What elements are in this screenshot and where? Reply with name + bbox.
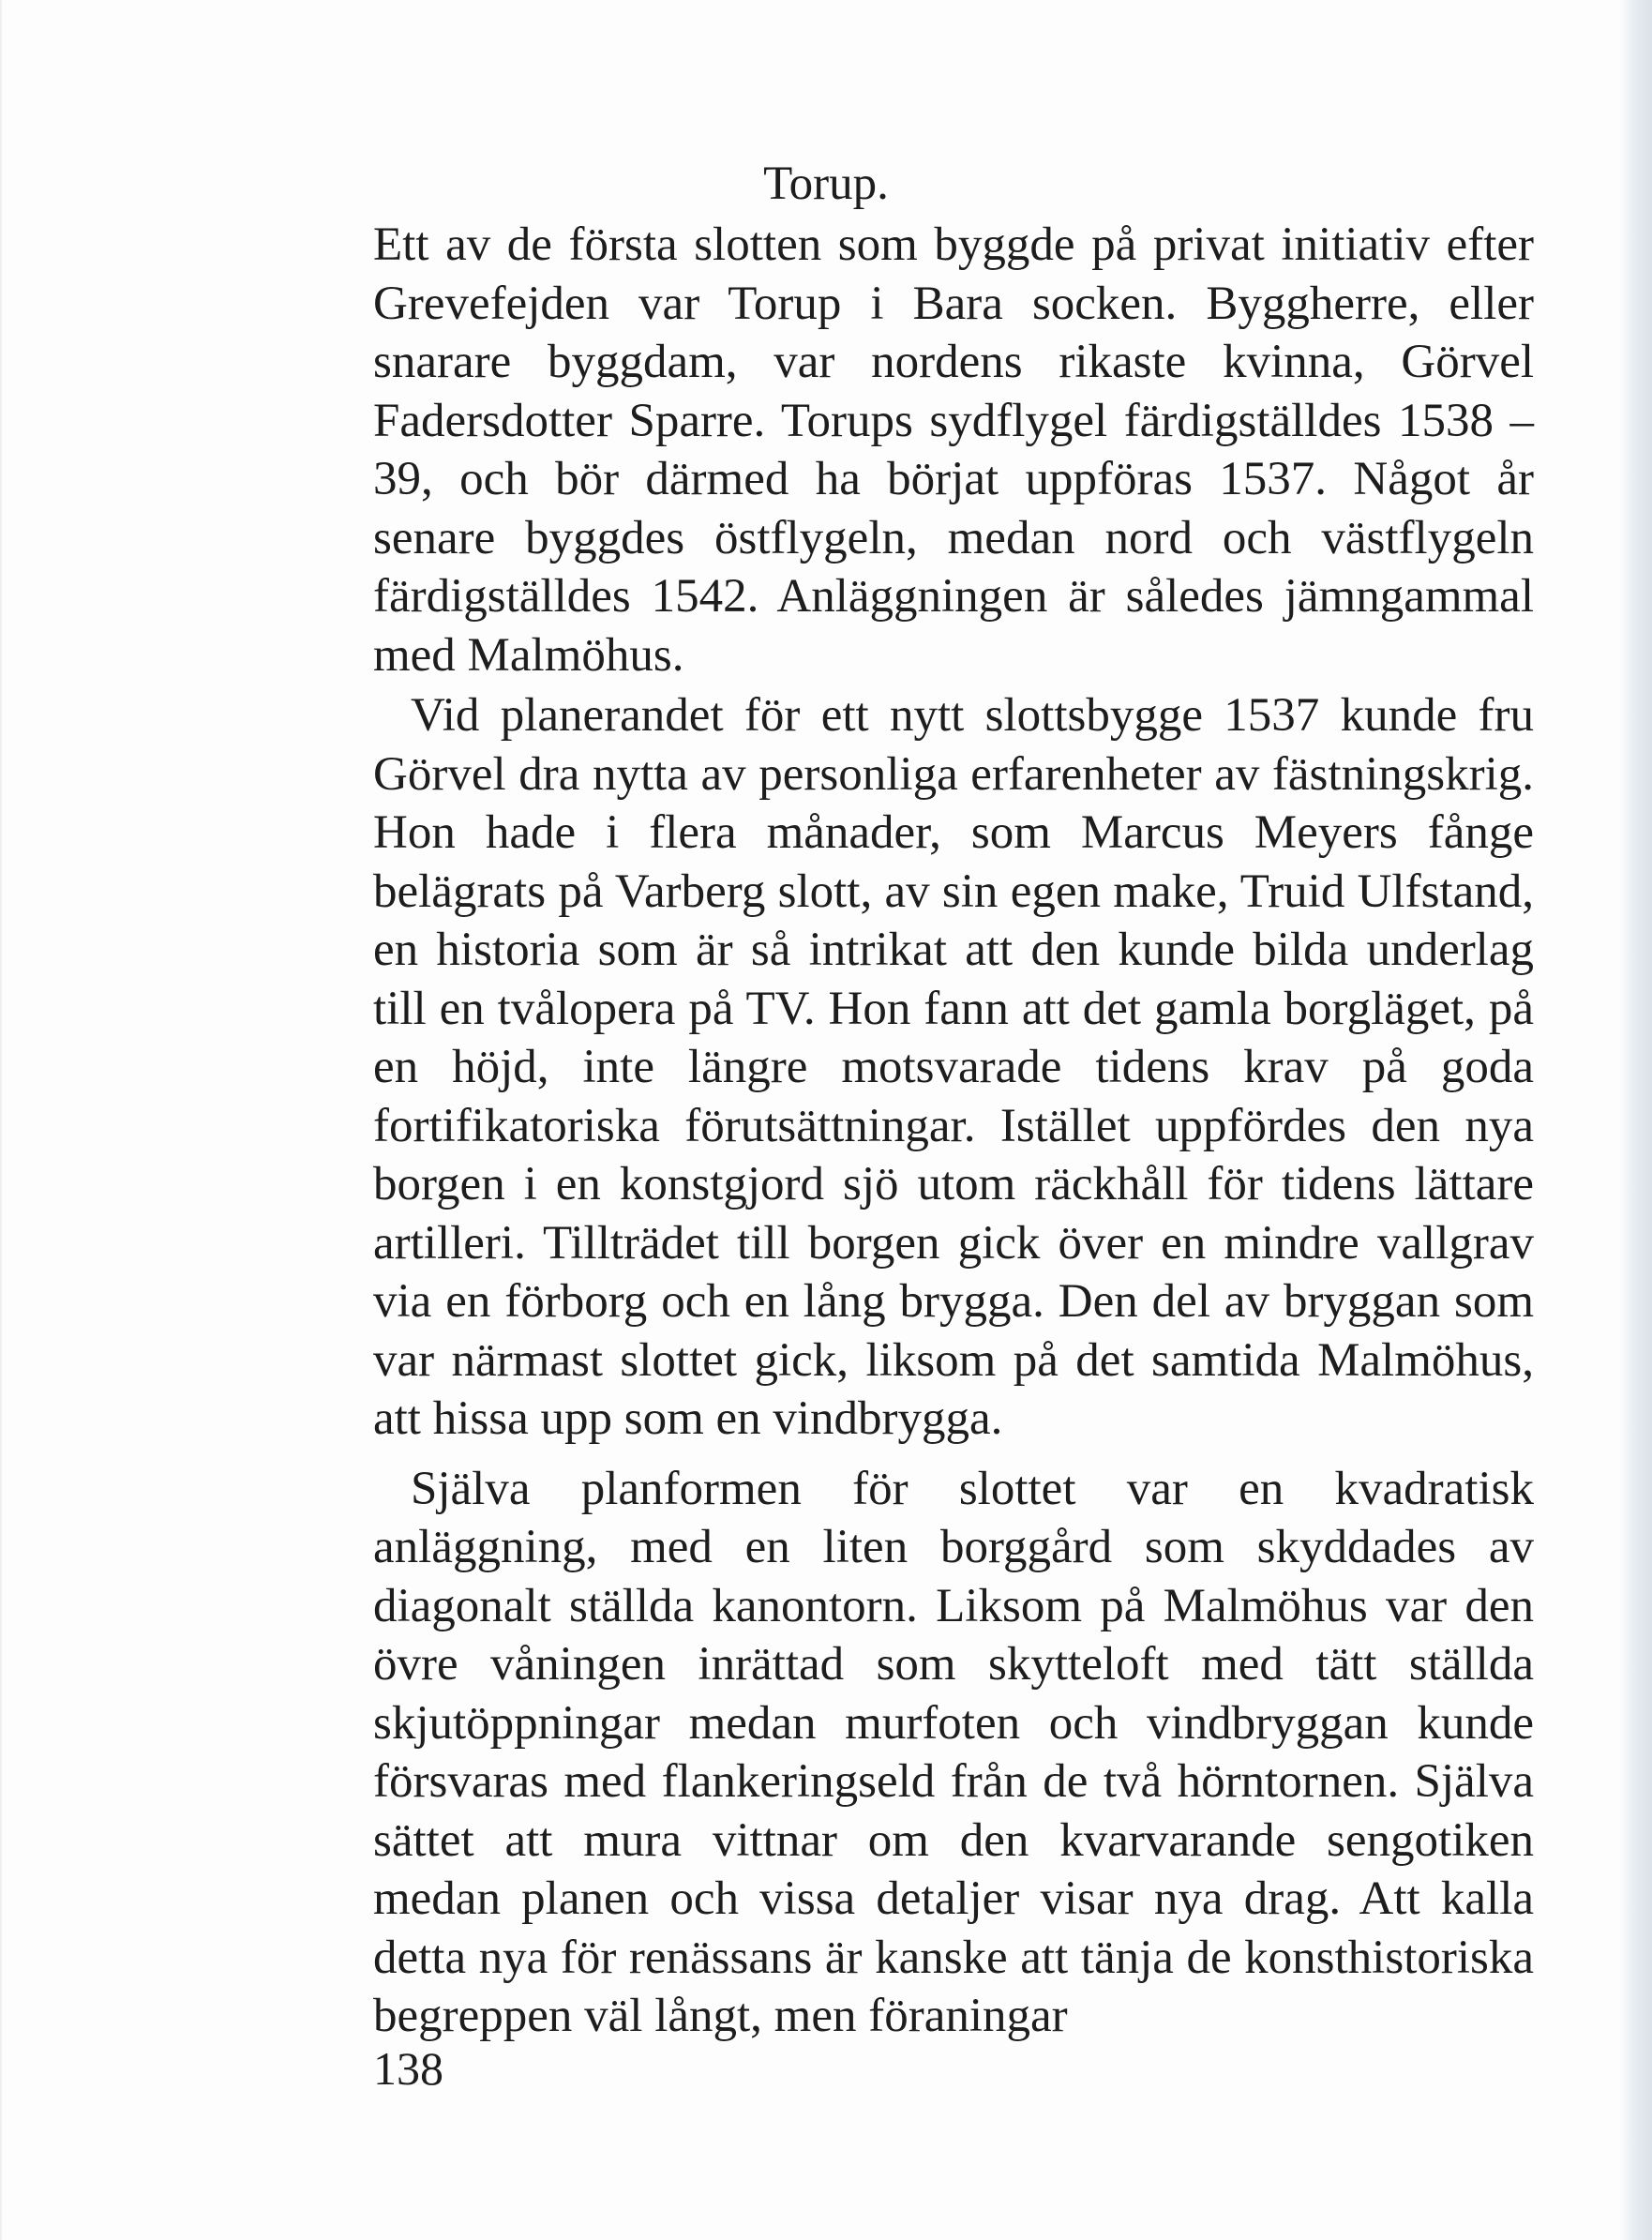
paragraph: Vid planerandet för ett nytt slottsbygge 1537 kunde fru Görvel dra nytta av personliga erfarenheter av fästningskrig. Hon hade i flera månader, som Marcus Meyers fånge belägrats på Varberg slott, av sin egen make, Truid Ulfstand, en historia som är så intrikat att den kunde bilda underlag till en tvålopera på TV. Hon fann att det gamla borgläget, på en höjd, inte längre motsvarade tidens krav på goda fortifikatoriska förutsättningar. Istället uppfördes den nya borgen i en konstgjord sjö utom räckhåll för tidens lättare artilleri. Tillträdet till borgen gick över en mindre vallgrav via en förborg och en lång brygga. Den del av bryggan som var närmast slottet gick, liksom på det samtida Malmöhus, att hissa upp som en vindbrygga. <box>373 689 1534 1445</box>
page-right-edge-shadow <box>1618 0 1652 2240</box>
paragraph: Själva planformen för slottet var en kvadratisk anläggning, med en liten borggård som skyddades av diagonalt ställda kanontorn. Liksom på Malmöhus var den övre våningen inrättad som skytteloft med tätt ställda skjutöppningar medan murfoten och vindbryggan kunde försvaras med flankeringseld från de två hörntornen. Själva sättet att mura vittnar om den kvarvarande sengotiken medan planen och vissa detaljer visar nya drag. Att kalla detta nya för renässans är kanske att tänja de konsthistoriska begreppen väl långt, men föraningar <box>373 1462 1534 2042</box>
body-text <box>373 216 1534 2046</box>
section-heading: Torup. <box>763 158 889 210</box>
page-left-edge <box>0 0 2 2240</box>
paragraph: Ett av de första slotten som byggde på privat initiativ efter Grevefejden var Torup i Bara socken. Byggherre, eller snarare byggdam, var nordens rikaste kvinna, Görvel Fadersdotter Sparre. Torups sydflygel färdigställdes 1538 – 39, och bör därmed ha börjat uppföras 1537. Något år senare byggdes östflygeln, medan nord och västflygeln färdigställdes 1542. Anläggningen är således jämngammal med Malmöhus. <box>373 218 1534 682</box>
page-number: 138 <box>373 2042 443 2095</box>
